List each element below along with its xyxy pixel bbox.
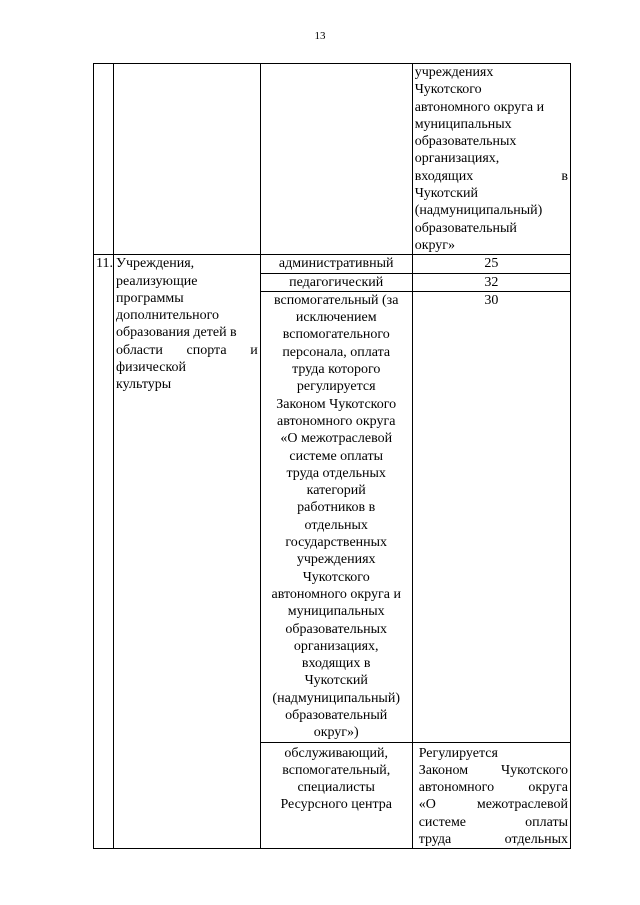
text-line: вспомогательного [282,327,390,343]
page-number: 13 [314,30,326,42]
cell-row-number: 11. [94,255,114,849]
text-line: автономного округа и [414,99,545,115]
text-line: труда отдельных [286,465,386,481]
table-row-continued [94,64,571,255]
text-line: автономного округа и [271,586,401,602]
text-line: автономного округа [276,413,396,429]
text-line: Регулируется [418,745,498,761]
cell-group-value: 30 [412,291,570,742]
text-line: муниципальных [287,604,385,620]
text-line: образовательных [414,134,517,150]
text-line: «О межотраслевой [418,797,568,813]
cell-continued-text [412,64,570,255]
text-line: Чукотский [414,186,478,202]
text-line: «О межотраслевой [280,431,393,447]
text-line: физической [116,360,187,376]
text-line: учреждениях [296,552,376,568]
cell-institution-empty [114,64,261,255]
text-line: программы [116,290,184,306]
cell-group-name [260,291,412,742]
text-line: входящих в [414,168,568,184]
text-line: автономного округа [418,780,568,796]
text-line: регулируется [296,379,376,395]
cell-group-value: 32 [412,273,570,291]
text-line: Законом Чукотского [276,396,397,412]
text-line: организациях, [293,638,379,654]
text-line: (надмуниципальный) [414,203,543,219]
cell-number-empty [94,64,114,255]
text-line: системе оплаты [289,448,384,464]
text-line: Чукотского [414,82,482,98]
text-line: вспомогательный (за [274,292,399,308]
text-line: муниципальных [414,116,512,132]
text-line: реализующие [116,273,198,289]
cell-group-empty [260,64,412,255]
text-line: области спорта и [116,342,258,358]
text-line: системе оплаты [418,814,568,830]
text-line: вспомогательный, [282,762,391,778]
text-line: государственных [285,535,388,551]
text-line: культуры [116,377,172,393]
text-line: образовательный [414,220,517,236]
text-line: труда отдельных [418,832,568,848]
text-line: Чукотского [302,569,370,585]
text-line: Учреждения, [116,256,195,272]
text-line: отдельных [304,517,368,533]
table-row-11-administrative [94,255,571,273]
text-line: Законом Чукотского [418,762,568,778]
text-line: образовательный [285,707,388,723]
salary-coefficients-table [93,63,571,849]
text-line: труда которого [292,362,381,378]
text-line: организациях, [414,151,500,167]
cell-institution [114,255,261,849]
cell-group-name [260,742,412,849]
text-line: дополнительного [116,308,220,324]
text-line: специалисты [297,780,375,796]
text-line: округ» [414,237,456,253]
text-line: персонала, оплата [282,344,391,360]
text-line: образовательных [285,621,388,637]
cell-group-value-text [412,742,570,849]
text-line: работников в [297,500,376,516]
cell-group-name: педагогический [260,273,412,291]
text-line: образования детей в [116,325,237,341]
text-line: (надмуниципальный) [272,690,400,706]
cell-group-name: административный [260,255,412,273]
text-line: округ») [313,725,359,741]
text-line: обслуживающий, [284,745,389,761]
text-line: исключением [295,310,377,326]
text-line: Чукотский [304,673,368,689]
cell-group-value: 25 [412,255,570,273]
text-line: категорий [306,483,366,499]
text-line: учреждениях [414,65,494,80]
text-line: Ресурсного центра [280,797,392,813]
text-line: входящих в [301,656,371,672]
